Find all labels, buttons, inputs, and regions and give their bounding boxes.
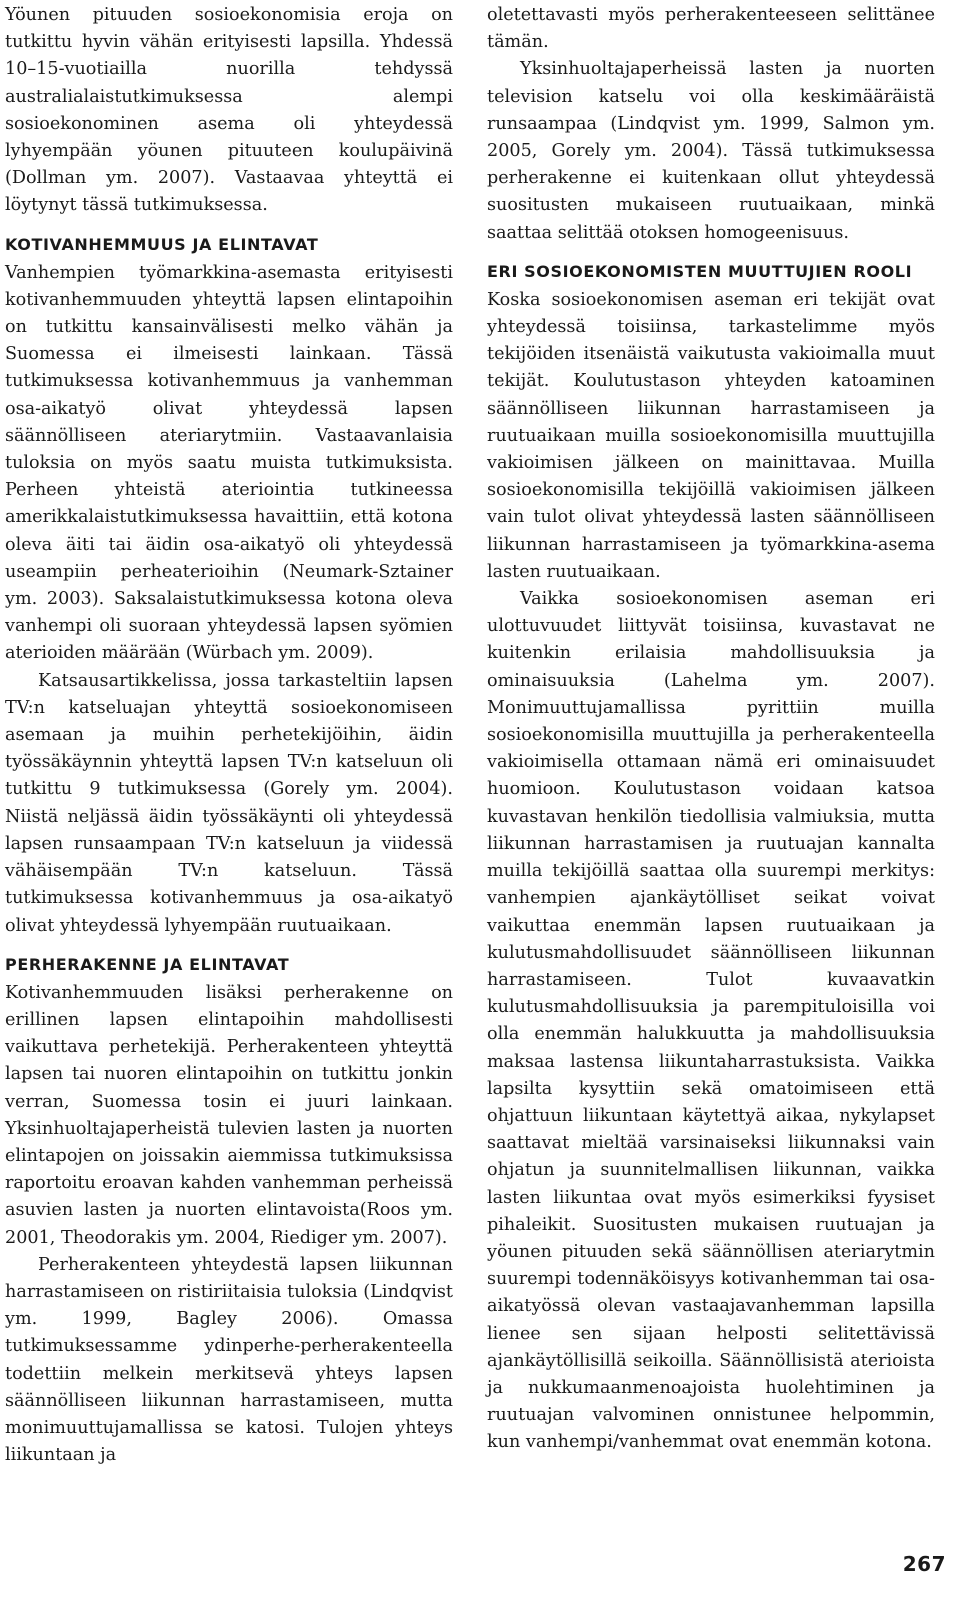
section-heading-sosioekonomiset-muuttujat: ERI SOSIOEKONOMISTEN MUUTTUJIEN ROOLI <box>487 261 913 281</box>
body-paragraph: Katsausartikkelissa, jossa tarkasteltiin lapsen TV:n katseluajan yhteyttä sosioekonomiseen asemaan ja muihin perhetekijöihin, äidin työssäkäynnin yhteyttä lapsen TV:n katseluun oli tutkittu 9 tutkimuksessa (Gorely ym. 2004). Niistä neljässä äidin työssäkäynti oli yhteydessä lapsen runsaampaan TV:n katseluun ja viidessä vähäisempään TV:n katseluun. Tässä tutkimuksessa kotivanhemmuus ja osa-aikatyö olivat yhteydessä lyhyempään ruutuaikaan. <box>5 670 453 936</box>
body-paragraph: Koska sosioekonomisen aseman eri tekijät ovat yhteydessä toisiinsa, tarkastelimme myös tekijöiden itsenäistä vaikutusta vakioimalla muut tekijät. Koulutustason yhteyden katoaminen säännölliseen liikunnan harrastamiseen ja ruutuaikaan muilla sosioekonomisilla muuttujilla vakioimisen jälkeen on mainittavaa. Muilla sosioekonomisilla tekijöillä vakioimisen jälkeen vain tulot olivat yhteydessä lasten säännölliseen liikunnan harrastamiseen ja työmarkkina-asema lasten ruutuaikaan. <box>487 289 935 582</box>
body-paragraph: Kotivanhemmuuden lisäksi perherakenne on erillinen lapsen elintapoihin mahdollisesti vaikuttava perhetekijä. Perherakenteen yhteyttä lapsen tai nuoren elintapoihin on tutkittu jonkin verran, Suomessa tosin ei juuri lainkaan. Yksinhuoltajaperheistä tulevien lasten ja nuorten elintapojen on joissakin aiemmissa tutkimuksissa raportoitu eroavan kahden vanhemman perheissä asuvien lasten ja nuorten elintavoista(Roos ym. 2001, Theodorakis ym. 2004, Riediger ym. 2007). <box>5 982 453 1248</box>
body-paragraph: Vanhempien työmarkkina-asemasta erityisesti kotivanhemmuuden yhteyttä lapsen elintapoihin on tutkittu kansainvälisesti melko vähän ja Suomessa ei ilmeisesti lainkaan. Tässä tutkimuksessa kotivanhemmuus ja vanhemman osa-aikatyö olivat yhteydessä lapsen säännölliseen ateriarytmiin. Vastaavanlaisia tuloksia on myös saatu muista tutkimuksista. Perheen yhteistä ateriointia tutkineessa amerikkalaistutkimuksessa havaittiin, että kotona oleva äiti tai äidin osa-aikatyö oli yhteydessä useampiin perheaterioihin (Neumark-Sztainer ym. 2003). Saksalaistutkimuksessa kotona oleva vanhempi oli suoraan yhteydessä lapsen syömien aterioiden määrään (Würbach ym. 2009). <box>5 262 453 664</box>
body-paragraph: Vaikka sosioekonomisen aseman eri ulottuvuudet liittyvät toisiinsa, kuvastavat ne kuitenkin erilaisia mahdollisuuksia ja ominaisuuksia (Lahelma ym. 2007). Monimuuttujamallissa pyrittiin muilla sosioekonomisilla muuttujilla ja perherakenteella vakioimisella ottamaan nämä eri ominaisuudet huomioon. Koulutustason voidaan katsoa kuvastavan henkilön tiedollisia valmiuksia, mutta liikunnan harrastamisen ja ruutuajan kannalta muilla tekijöillä saattaa olla suurempi merkitys: vanhempien ajankäytölliset seikat voivat vaikuttaa enemmän lapsen ruutuaikaan ja kulutusmahdollisuudet säännölliseen liikunnan harrastamiseen. Tulot kuvaavatkin kulutusmahdollisuuksia ja parempituloisilla voi olla enemmän halukkuutta ja mahdollisuuksia maksaa lastensa liikuntaharrastuksista. Vaikka lapsilta kysyttiin sekä omatoimiseen että ohjattuun liikuntaan käytettyä aikaa, nykylapset saattavat mieltää varsinaiseksi liikunnaksi vain ohjatun ja suunnitelmallisen liikunnan, vaikka lasten liikuntaa ovat myös esimerkiksi fyysiset pihaleikit. Suositusten mukaisen ruutuajan ja yöunen pituuden sekä säännöllisen ateriarytmin suurempi todennäköisyys kotivanhemman tai osa-aikatyössä olevan vastaajavanhemman lapsilla lienee sen sijaan helposti selitettävissä ajankäytöllisillä seikoilla. Säännöllisistä aterioista ja nukkumaanmenoajoista huolehtiminen ja ruutuajan valvominen onnistunee helpommin, kun vanhempi/vanhemmat ovat enemmän kotona. <box>487 589 935 1453</box>
body-paragraph: Yksinhuoltajaperheissä lasten ja nuorten television katselu voi olla keskimääräistä runsaampaa (Lindqvist ym. 1999, Salmon ym. 2005, Gorely ym. 2004). Tässä tutkimuksessa perherakenne ei kuitenkaan ollut yhteydessä suositusten mukaiseen ruutuaikaan, minkä saattaa selittää otoksen homogeenisuus. <box>487 59 935 243</box>
body-paragraph: Perherakenteen yhteydestä lapsen liikunnan harrastamiseen on ristiriitaisia tuloksia (Lindqvist ym. 1999, Bagley 2006). Omassa tutkimuksessamme ydinperhe-perherakenteella todettiin melkein merkitsevä yhteys lapsen säännölliseen liikunnan harrastamiseen, mutta monimuuttujamallissa se katosi. Tulojen yhteys liikuntaan ja <box>5 1254 453 1466</box>
section-heading-perherakenne: PERHERAKENNE JA ELINTAVAT <box>5 954 290 974</box>
continued-paragraph: oletettavasti myös perherakenteeseen selittänee tämän. <box>487 5 935 53</box>
intro-paragraph: Yöunen pituuden sosioekonomisia eroja on tutkittu hyvin vähän erityisesti lapsilla. Yhdessä 10–15-vuotiailla nuorilla tehdyssä australialaistutkimuksessa alempi sosioekonominen asema oli yhteydessä lyhyempään yöunen pituuteen koulupäivinä (Dollman ym. 2007). Vastaavaa yhteyttä ei löytynyt tässä tutkimuksessa. <box>5 5 453 216</box>
page-number: 267 <box>902 1552 946 1576</box>
left-column <box>5 2 453 1469</box>
right-column <box>487 2 935 1457</box>
section-heading-kotivanhemmuus: KOTIVANHEMMUUS JA ELINTAVAT <box>5 234 319 254</box>
